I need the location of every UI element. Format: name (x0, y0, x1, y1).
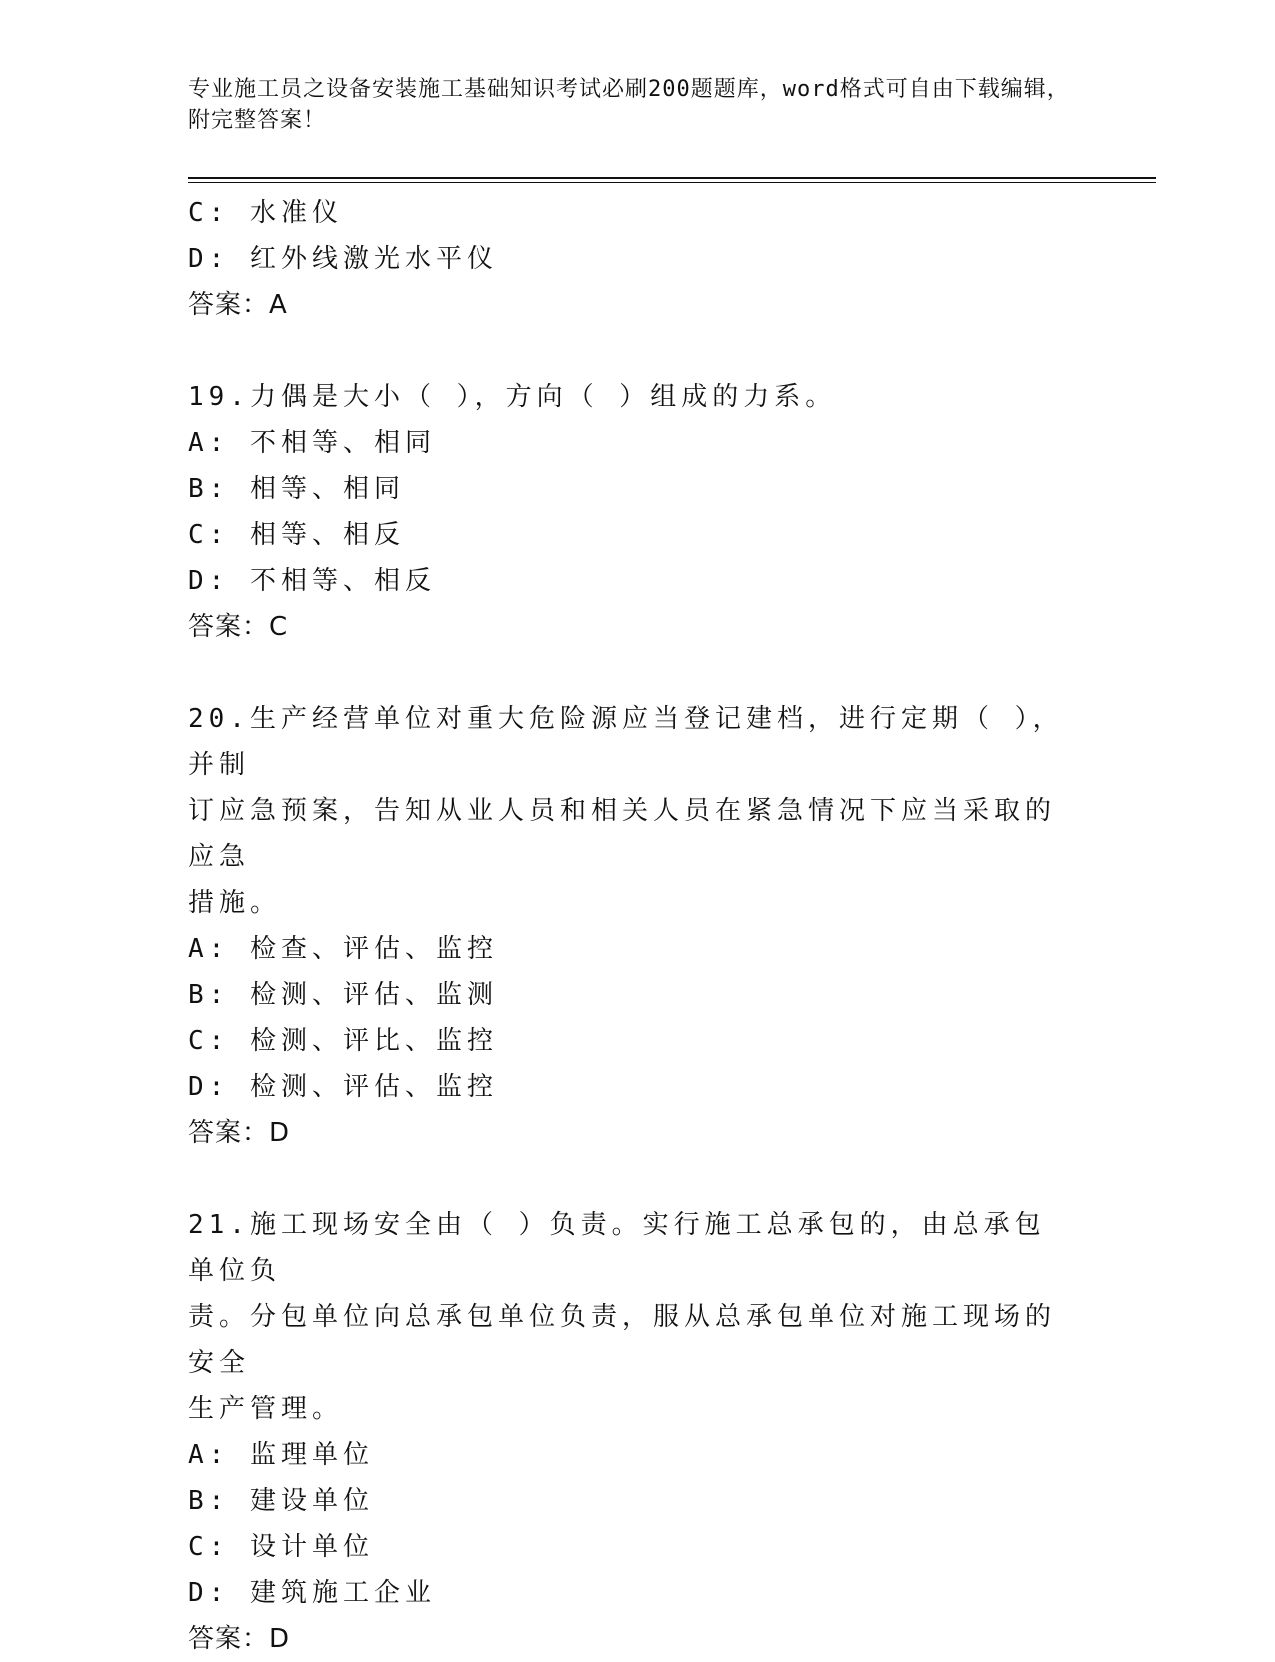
option-a: A: 检查、评估、监控 (188, 934, 498, 964)
option-b: B: 建设单位 (188, 1486, 374, 1516)
option-c: C: 水准仪 (188, 198, 343, 228)
question-21 (188, 1202, 1068, 1662)
question-stem: 19.力偶是大小（ ），方向（ ）组成的力系。 (188, 382, 837, 412)
question-stem: 21.施工现场安全由（ ）负责。实行施工总承包的，由总承包单位负 责。分包单位向总承包单位负责，服从总承包单位对施工现场的安全 生产管理。 (188, 1210, 1057, 1424)
option-d: D: 建筑施工企业 (188, 1578, 436, 1608)
question-stem: 20.生产经营单位对重大危险源应当登记建档，进行定期（ ），并制 订应急预案，告知从业人员和相关人员在紧急情况下应当采取的应急 措施。 (188, 704, 1064, 918)
question-19 (188, 374, 1068, 650)
option-a: A: 不相等、相同 (188, 428, 436, 458)
question-list (188, 190, 1068, 1662)
answer-line: 答案：D (188, 1118, 291, 1148)
answer-line: 答案：D (188, 1624, 291, 1654)
answer-line: 答案：A (188, 290, 288, 320)
header-divider-thick (188, 177, 1156, 179)
header-divider-thin (188, 182, 1156, 183)
document-header: 专业施工员之设备安装施工基础知识考试必刷200题题库，word格式可自由下载编辑，附完整答案！ (188, 77, 1070, 133)
option-d: D: 检测、评估、监控 (188, 1072, 498, 1102)
option-b: B: 检测、评估、监测 (188, 980, 498, 1010)
option-d: D: 红外线激光水平仪 (188, 244, 498, 274)
option-c: C: 相等、相反 (188, 520, 405, 550)
option-c: C: 检测、评比、监控 (188, 1026, 498, 1056)
answer-line: 答案：C (188, 612, 289, 642)
option-c: C: 设计单位 (188, 1532, 374, 1562)
option-a: A: 监理单位 (188, 1440, 374, 1470)
carryover-question (188, 190, 1068, 328)
question-20 (188, 696, 1068, 1156)
option-b: B: 相等、相同 (188, 474, 405, 504)
option-d: D: 不相等、相反 (188, 566, 436, 596)
